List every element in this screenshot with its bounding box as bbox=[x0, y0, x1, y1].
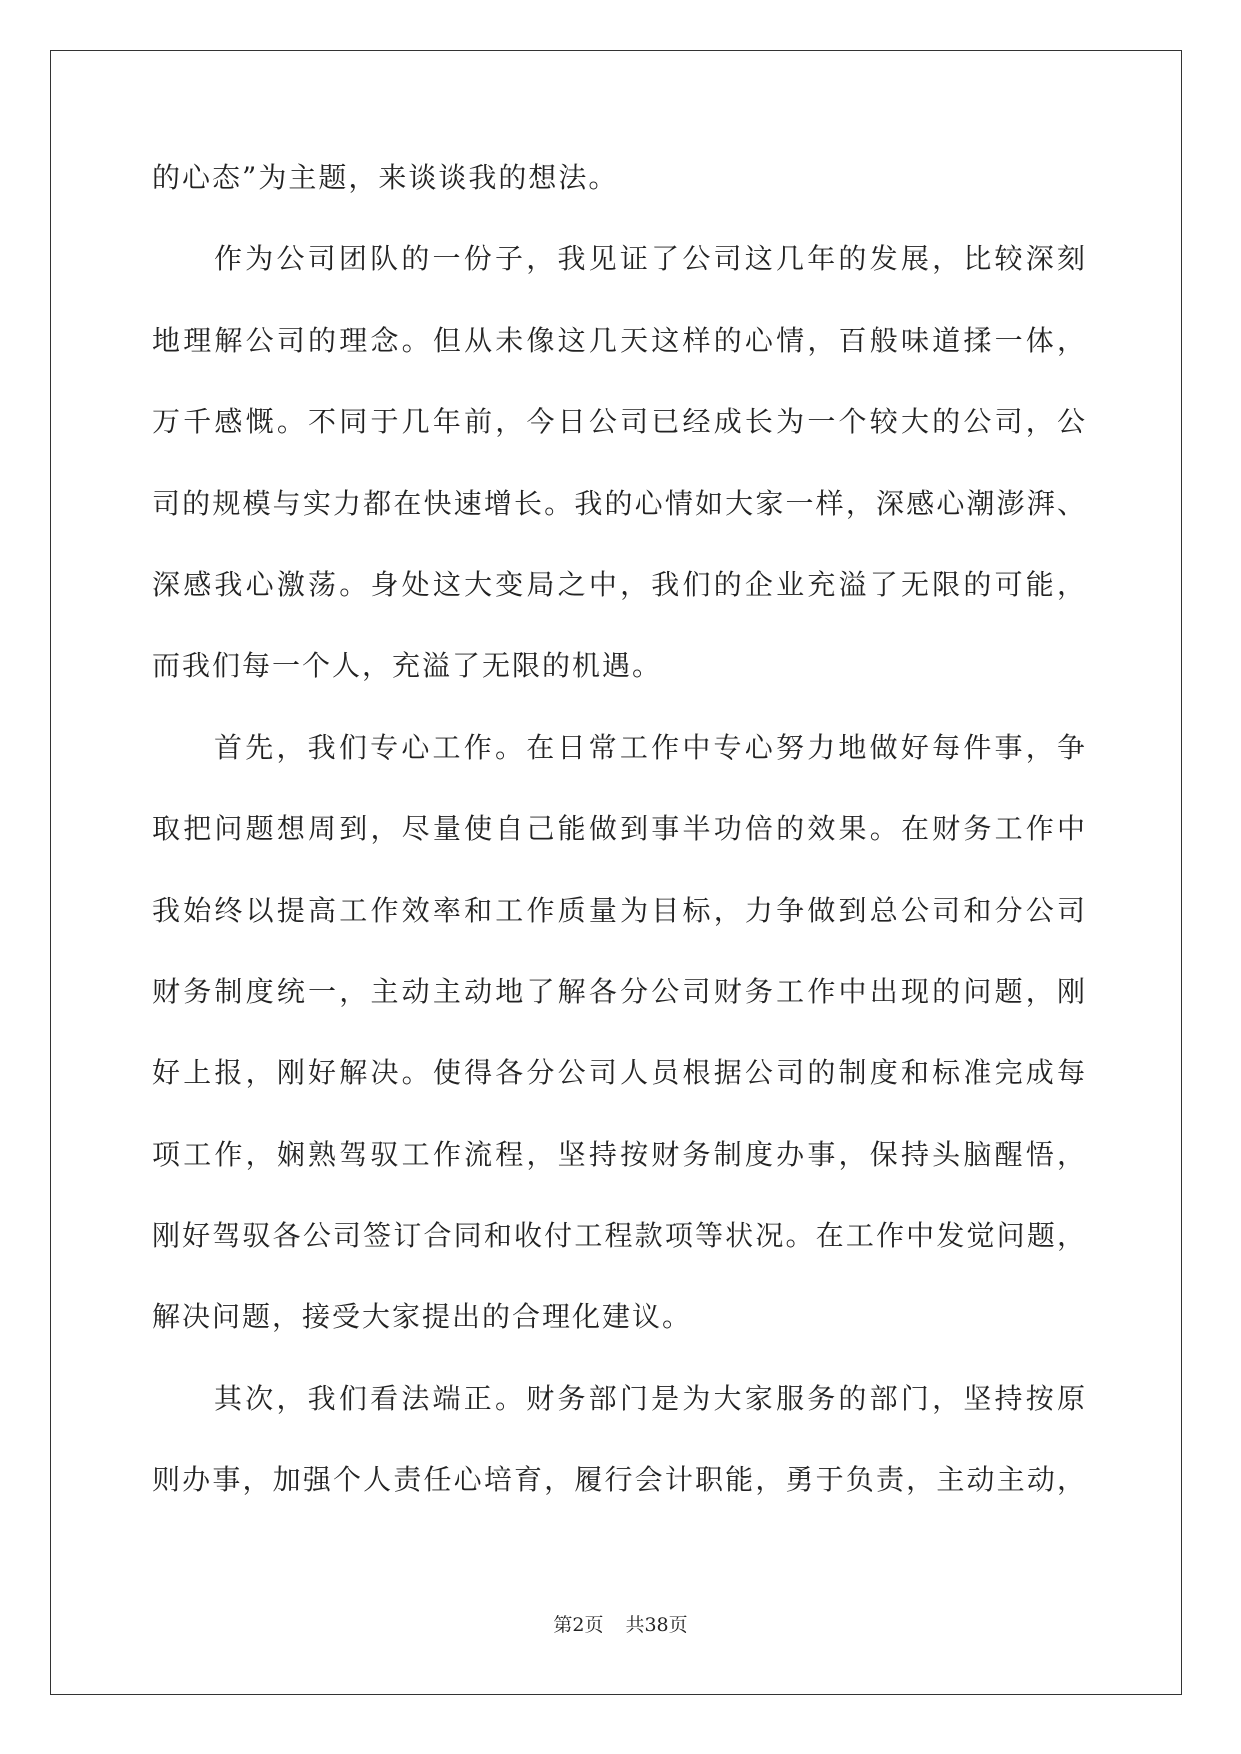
text-line: 我始终以提高工作效率和工作质量为目标，力争做到总公司和分公司 bbox=[152, 893, 1087, 927]
text-line: 深感我心激荡。身处这大变局之中，我们的企业充溢了无限的可能， bbox=[152, 567, 1087, 601]
text-line: 取把问题想周到，尽量使自己能做到事半功倍的效果。在财务工作中 bbox=[152, 812, 1087, 846]
text-line: 财务制度统一，主动主动地了解各分公司财务工作中出现的问题，刚 bbox=[152, 974, 1087, 1008]
text-line: 其次，我们看法端正。财务部门是为大家服务的部门，坚持按原 bbox=[214, 1381, 1087, 1415]
text-line: 好上报，刚好解决。使得各分公司人员根据公司的制度和标准完成每 bbox=[152, 1056, 1087, 1090]
document-body bbox=[152, 158, 1087, 1542]
text-line: 而我们每一个人，充溢了无限的机遇。 bbox=[152, 649, 663, 683]
text-line: 解决问题，接受大家提出的合理化建议。 bbox=[152, 1300, 693, 1334]
text-line: 地理解公司的理念。但从未像这几天这样的心情，百般味道揉一体， bbox=[152, 323, 1087, 357]
page-number: 第2页 bbox=[553, 1614, 604, 1636]
text-line: 司的规模与实力都在快速增长。我的心情如大家一样，深感心潮澎湃、 bbox=[152, 486, 1087, 520]
text-line: 作为公司团队的一份子，我见证了公司这几年的发展，比较深刻 bbox=[214, 242, 1087, 276]
text-line: 项工作，娴熟驾驭工作流程，坚持按财务制度办事，保持头脑醒悟， bbox=[152, 1137, 1087, 1171]
text-line: 万千感慨。不同于几年前，今日公司已经成长为一个较大的公司，公 bbox=[152, 405, 1087, 439]
text-line: 则办事，加强个人责任心培育，履行会计职能，勇于负责，主动主动， bbox=[152, 1463, 1087, 1497]
text-line: 首先，我们专心工作。在日常工作中专心努力地做好每件事，争 bbox=[214, 730, 1087, 764]
page-footer bbox=[0, 1610, 1241, 1637]
text-line: 刚好驾驭各公司签订合同和收付工程款项等状况。在工作中发觉问题， bbox=[152, 1219, 1087, 1253]
page-total: 共38页 bbox=[625, 1614, 688, 1636]
text-line: 的心态”为主题，来谈谈我的想法。 bbox=[152, 161, 619, 194]
